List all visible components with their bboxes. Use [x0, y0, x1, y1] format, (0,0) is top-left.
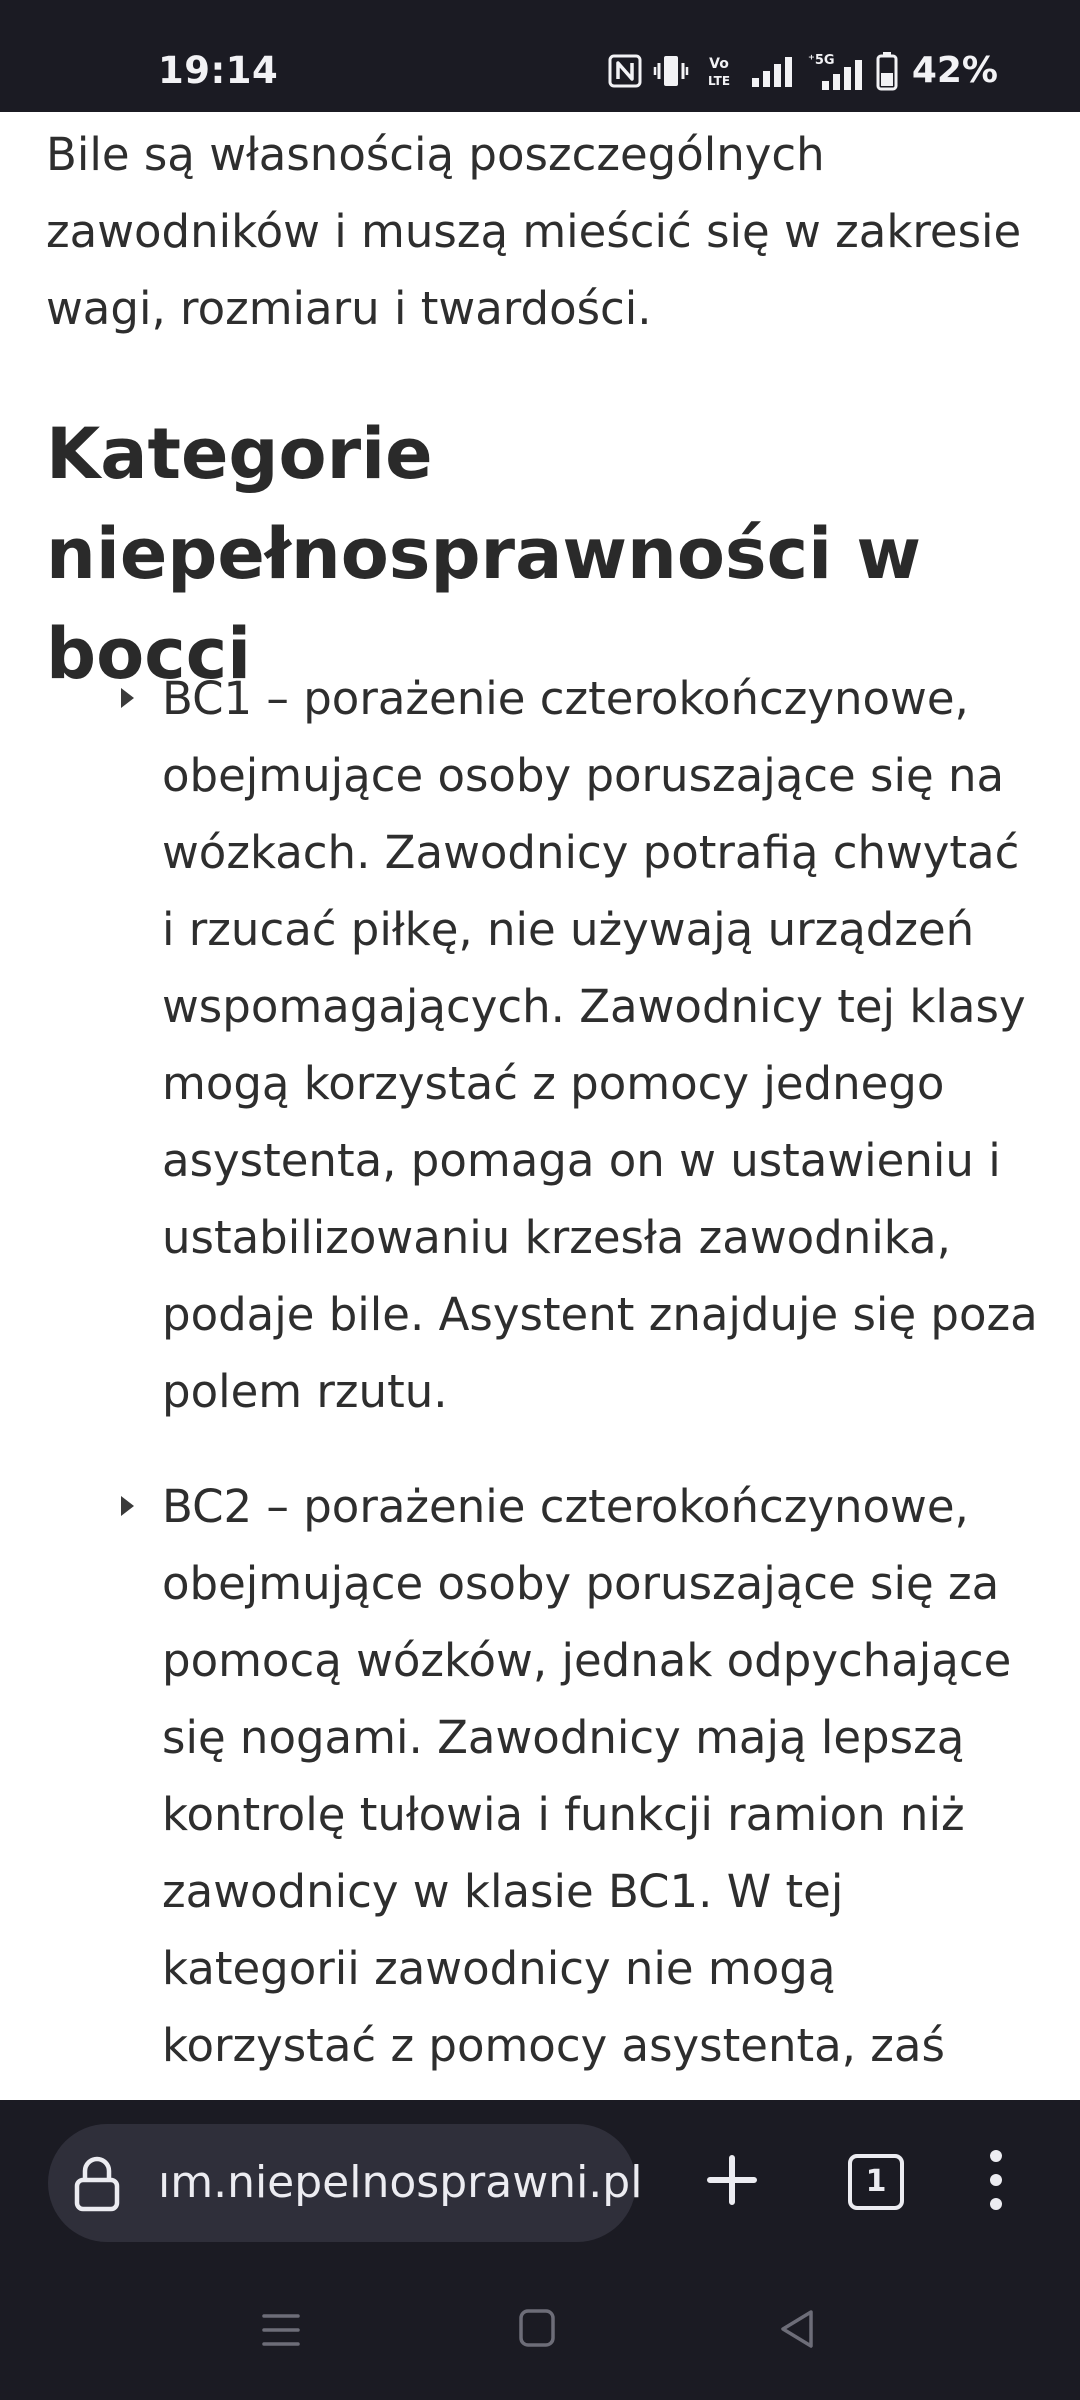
- system-nav-bar: [0, 2260, 1080, 2400]
- recents-icon[interactable]: [260, 2310, 302, 2350]
- svg-text:⁺5G: ⁺5G: [807, 53, 835, 68]
- section-heading: Kategorie niepełnosprawności w bocci: [46, 413, 922, 695]
- nfc-icon: [608, 54, 642, 88]
- status-icons: [608, 48, 998, 94]
- more-vert-icon[interactable]: [976, 2146, 1016, 2214]
- list-item-bc2: [0, 1468, 1042, 2161]
- status-bar: [0, 0, 1080, 112]
- list-item-text: BC1 – porażenie czterokończynowe, obejmujące osoby poruszające się na wózkach. Zawodnicy potrafią chwytać i rzucać piłkę, nie używają urządzeń wspomagających. Zawodnicy tej klasy mogą korzystać z pomocy jednego asystenta, pomaga on w ustawieniu i ustabilizowaniu krzesła zawodnika, podaje bile. Asystent znajduje się poza polem rzutu.: [162, 672, 1038, 1418]
- battery-percent: 42%: [911, 50, 998, 91]
- triangle-bullet-icon: [121, 688, 134, 708]
- tab-switcher-icon[interactable]: 1: [848, 2154, 904, 2210]
- list-item-text: BC2 – porażenie czterokończynowe, obejmujące osoby poruszające się za pomocą wózków, jednak odpychające się nogami. Zawodnicy mają lepszą kontrolę tułowia i funkcji ramion niż zawodnicy w klasie BC1. W tej kategorii zawodnicy nie mogą korzystać z pomocy asystenta, zaś: [162, 1480, 1012, 2072]
- 5g-signal-icon: [806, 51, 864, 91]
- status-time: 19:14: [158, 49, 279, 92]
- svg-text:LTE: LTE: [707, 74, 730, 88]
- vibrate-icon: [654, 53, 688, 89]
- address-bar[interactable]: [48, 2124, 643, 2242]
- back-icon[interactable]: [778, 2308, 816, 2350]
- browser-toolbar: [0, 2100, 1080, 2260]
- intro-paragraph: Bile są własnością poszczególnych zawodników i muszą mieścić się w zakresie wagi, rozmiaru i twardości.: [46, 128, 1022, 335]
- home-icon[interactable]: [518, 2308, 556, 2348]
- svg-text:Vo: Vo: [708, 56, 729, 72]
- battery-icon: [876, 51, 898, 91]
- lock-icon[interactable]: [70, 2154, 124, 2212]
- signal-icon: [750, 54, 794, 88]
- volte-icon: [700, 52, 738, 90]
- page-content[interactable]: [0, 112, 1080, 2100]
- plus-icon[interactable]: [696, 2144, 768, 2216]
- category-list: [0, 660, 1080, 2199]
- url-text[interactable]: ım.niepelnosprawni.pl: [158, 2157, 643, 2208]
- triangle-bullet-icon: [121, 1496, 134, 1516]
- list-item-bc1: [0, 660, 1042, 1430]
